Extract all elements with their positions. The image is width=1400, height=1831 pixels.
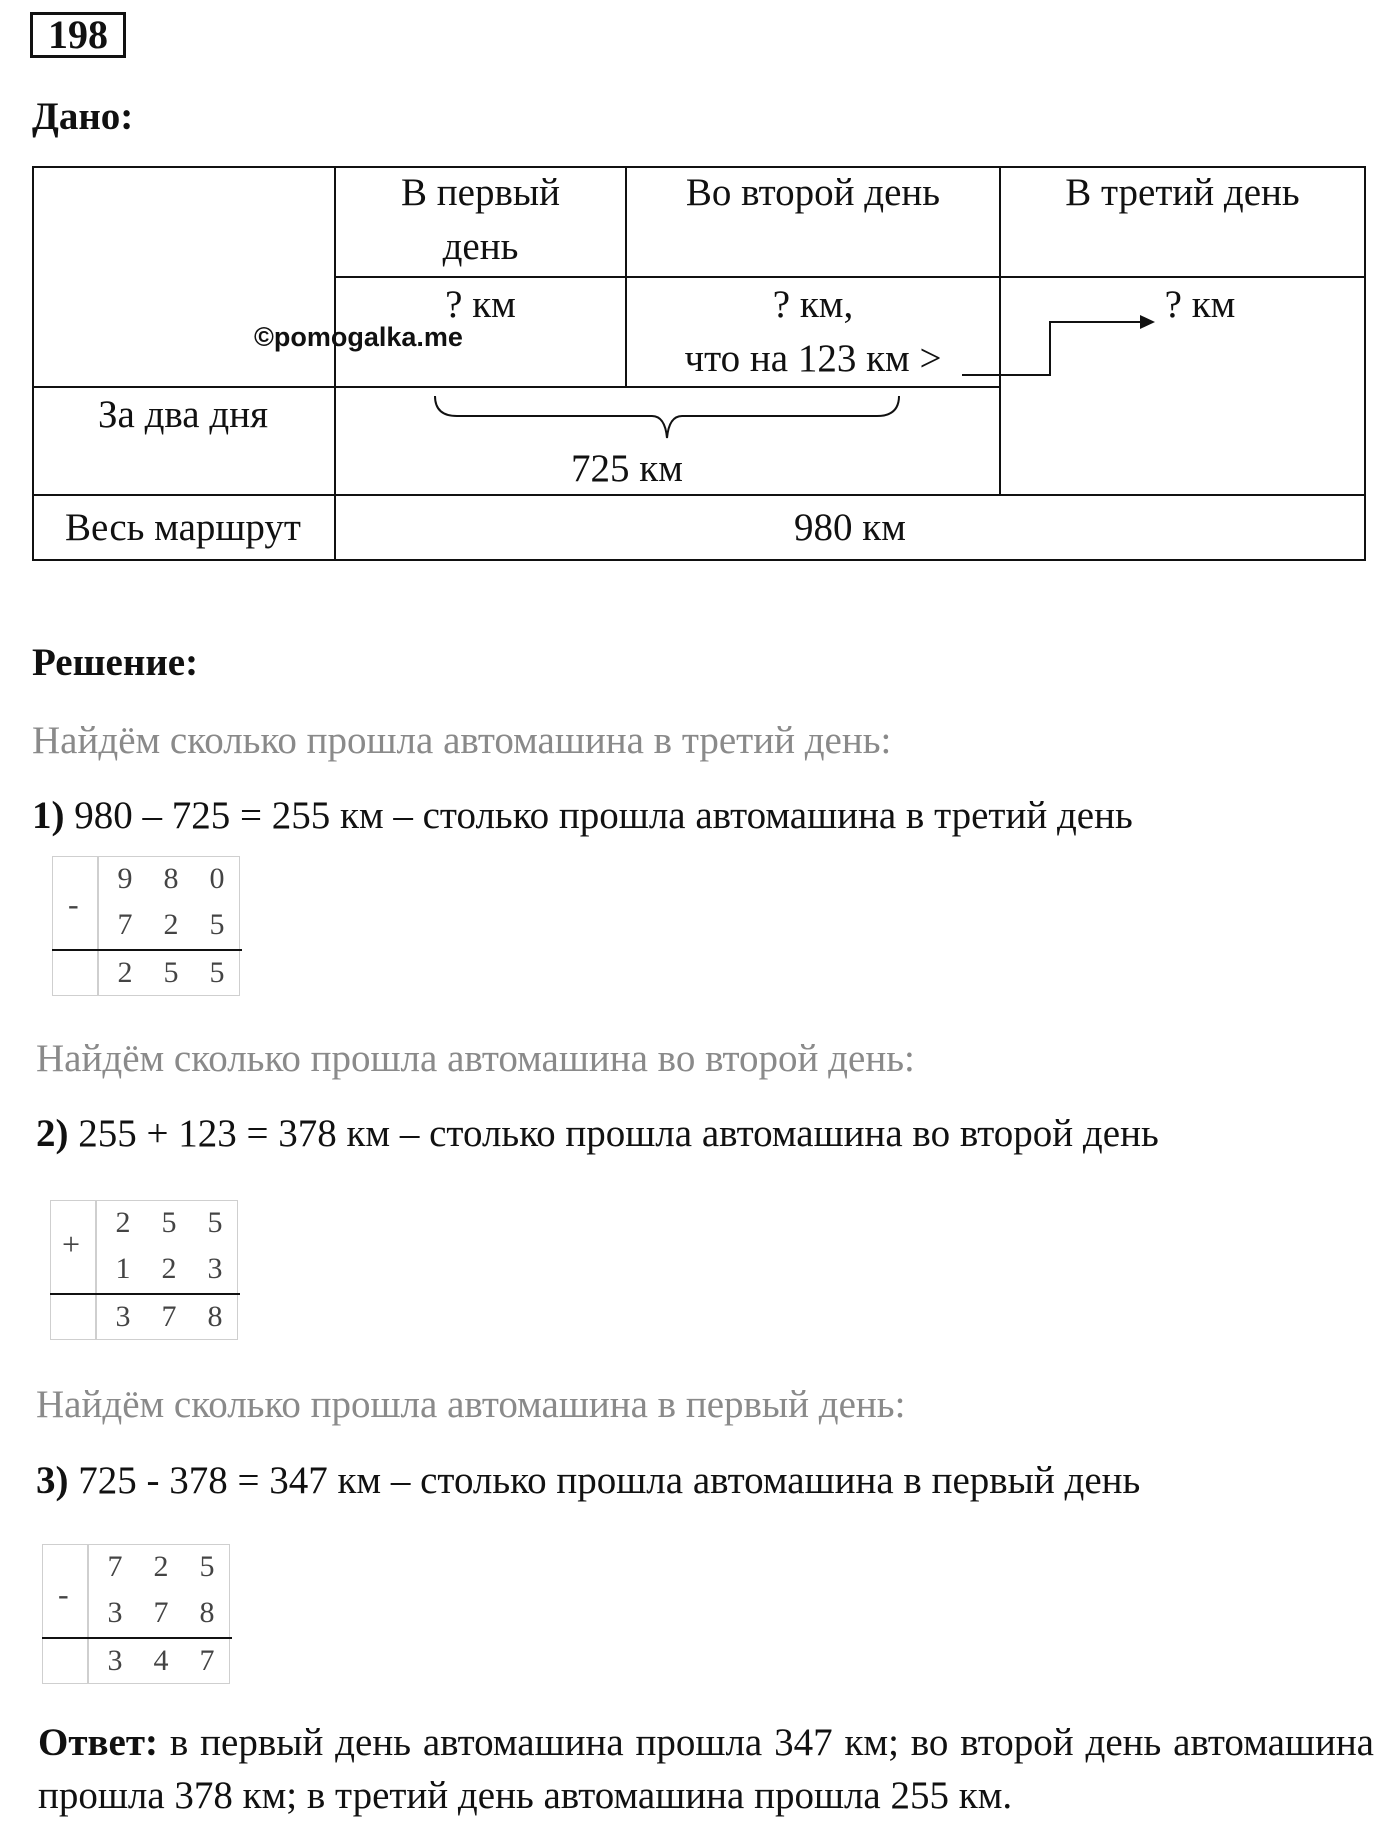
- calc-digit: 3: [207, 1252, 223, 1285]
- calc-digit: 7: [199, 1644, 215, 1677]
- given-table: [32, 166, 1366, 561]
- calc-digit: 7: [107, 1550, 123, 1583]
- step2-calc: [50, 1200, 240, 1340]
- calc-digit: 5: [161, 1206, 177, 1239]
- header-day1-line1: В первый: [401, 171, 560, 214]
- calc-digit: 2: [161, 1252, 177, 1285]
- watermark: ©pomogalka.me: [254, 322, 463, 352]
- route-label: Весь маршрут: [65, 506, 301, 549]
- calc-digit: 3: [107, 1596, 123, 1629]
- calc-digit: 2: [115, 1206, 131, 1239]
- arrow-line: [962, 322, 1142, 375]
- calc-digit: 3: [115, 1300, 131, 1333]
- step1-number: 1): [32, 794, 65, 837]
- calc-digit: 1: [115, 1252, 131, 1285]
- step1-calc: [52, 856, 242, 996]
- answer-text: в первый день автомашина прошла 347 км; во второй день автомашина прошла 378 км; в третий день автомашина прошла 255 км.: [38, 1721, 1374, 1817]
- calc-digit: 8: [199, 1596, 215, 1629]
- step3-line: [36, 1458, 1140, 1503]
- calc-operator: -: [58, 1576, 69, 1612]
- calc-digit: 3: [107, 1644, 123, 1677]
- calc-digit: 5: [209, 956, 225, 989]
- calc-grid-col: [42, 1544, 88, 1684]
- step3-number: 3): [36, 1459, 69, 1502]
- calc-digit: 2: [117, 956, 133, 989]
- calc-grid-col: [52, 856, 98, 996]
- route-value: 980 км: [794, 506, 906, 549]
- day2-value-line1: ? км,: [772, 283, 854, 326]
- calc-digit: 0: [209, 862, 225, 895]
- header-day1: [336, 166, 625, 274]
- calc-digit: 7: [117, 908, 133, 941]
- header-day1-line2: день: [442, 225, 519, 268]
- table-border-right: [1364, 166, 1366, 561]
- calc-digit: 5: [209, 908, 225, 941]
- step1-text: 980 – 725 = 255 км – столько прошла автомашина в третий день: [74, 794, 1133, 837]
- task-number: 198: [30, 12, 126, 58]
- day3-value: ? км: [1164, 283, 1236, 326]
- step3-calc: [42, 1544, 232, 1684]
- two-days-label: За два дня: [97, 393, 269, 436]
- header-day2: Во второй день: [685, 171, 941, 214]
- two-days-value: 725 км: [571, 447, 683, 490]
- calc-grid-col: [50, 1200, 96, 1340]
- step2-text: 255 + 123 = 378 км – столько прошла автомашина во второй день: [78, 1112, 1159, 1155]
- brace-path: [435, 396, 899, 438]
- day2-value-line2: что на 123 км >: [684, 337, 942, 380]
- given-title: Дано:: [32, 95, 134, 138]
- calc-digit: 4: [153, 1644, 169, 1677]
- step1-intro: Найдём сколько прошла автомашина в третий день:: [32, 719, 892, 762]
- answer-label: Ответ:: [38, 1721, 159, 1764]
- calc-digit: 7: [153, 1596, 169, 1629]
- calc-digit: 2: [163, 908, 179, 941]
- calc-digit: 5: [207, 1206, 223, 1239]
- day2-value: [627, 278, 999, 386]
- answer: [38, 1716, 1374, 1822]
- calc-operator: +: [62, 1226, 81, 1262]
- step3-text: 725 - 378 = 347 км – столько прошла автомашина в первый день: [78, 1459, 1141, 1502]
- step2-number: 2): [36, 1112, 69, 1155]
- header-day3: В третий день: [1065, 171, 1300, 214]
- calc-digit: 8: [163, 862, 179, 895]
- calc-digit: 2: [153, 1550, 169, 1583]
- step2-intro: Найдём сколько прошла автомашина во второй день:: [36, 1037, 915, 1080]
- arrow-connector: [962, 290, 1172, 410]
- calc-digit: 5: [199, 1550, 215, 1583]
- calc-operator: -: [68, 886, 79, 922]
- step1-line: [32, 793, 1133, 838]
- step2-line: [36, 1111, 1159, 1156]
- calc-digit: 5: [163, 956, 179, 989]
- calc-digit: 7: [161, 1300, 177, 1333]
- step3-intro: Найдём сколько прошла автомашина в первый день:: [36, 1383, 906, 1426]
- calc-digit: 8: [207, 1300, 223, 1333]
- calc-digit: 9: [117, 862, 133, 895]
- solution-title: Решение:: [32, 641, 199, 684]
- day1-value: ? км: [445, 283, 516, 326]
- arrow-head: [1140, 315, 1155, 329]
